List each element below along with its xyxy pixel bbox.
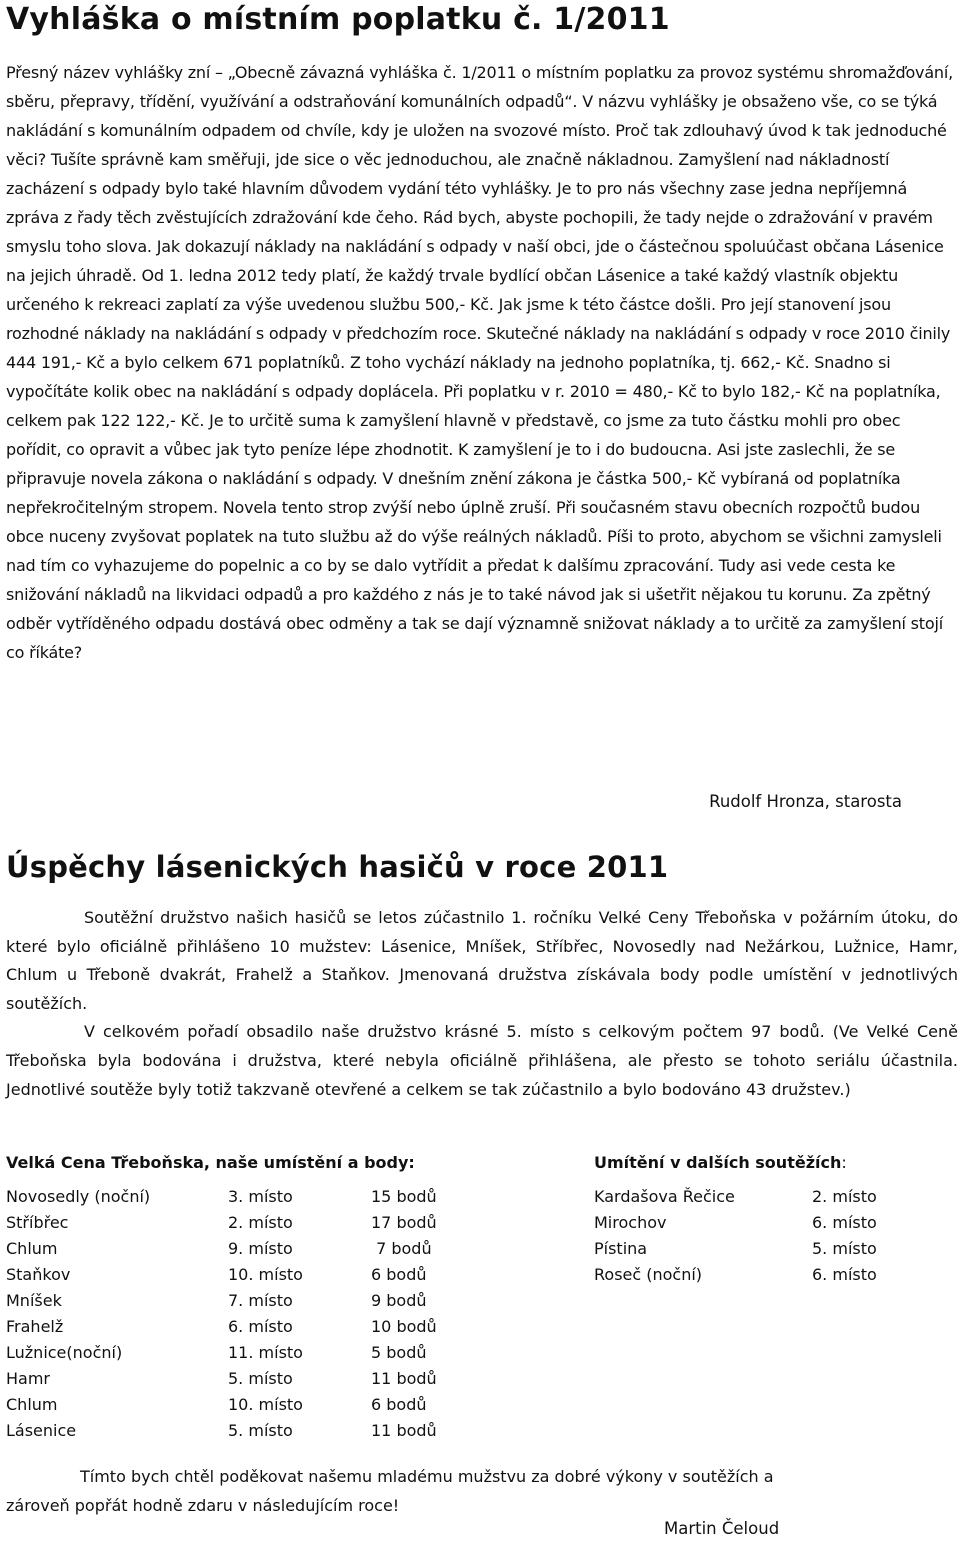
author-signature-firefighters: Martin Čeloud (664, 1519, 780, 1538)
competition-place: 6. místo (812, 1213, 877, 1232)
team-place: 5. místo (228, 1421, 293, 1440)
closing-line: zároveň popřát hodně zdaru v následujícím roce! (6, 1496, 400, 1515)
table-row (6, 1366, 471, 1392)
team-points: 6 bodů (371, 1395, 427, 1414)
table-row (6, 1340, 471, 1366)
team-place: 10. místo (228, 1265, 303, 1284)
team-points: 17 bodů (371, 1213, 437, 1232)
team-place: 9. místo (228, 1239, 293, 1258)
table-row (6, 1418, 471, 1444)
table-row (6, 1288, 471, 1314)
team-name: Lásenice (6, 1421, 77, 1440)
team-points: 9 bodů (371, 1291, 427, 1310)
team-points: 15 bodů (371, 1187, 437, 1206)
team-points: 11 bodů (371, 1421, 437, 1440)
table-row (594, 1236, 912, 1262)
team-name: Staňkov (6, 1265, 71, 1284)
team-name: Chlum (6, 1395, 58, 1414)
table-row (6, 1392, 471, 1418)
team-place: 2. místo (228, 1213, 293, 1232)
team-name: Novosedly (noční) (6, 1187, 151, 1206)
other-results-heading-text: Umítění v dalších soutěžích (594, 1153, 842, 1172)
results-table-other-competitions (594, 1184, 912, 1288)
team-points: 5 bodů (371, 1343, 427, 1362)
table-row (6, 1262, 471, 1288)
team-points: 11 bodů (371, 1369, 437, 1388)
competition-place: 5. místo (812, 1239, 877, 1258)
table-row (594, 1210, 912, 1236)
competition-name: Mirochov (594, 1213, 667, 1232)
team-points: 6 bodů (371, 1265, 427, 1284)
competition-name: Pístina (594, 1239, 648, 1258)
competition-name: Roseč (noční) (594, 1265, 703, 1284)
competition-name: Kardašova Řečice (594, 1187, 735, 1206)
results-table-grand-prix (6, 1184, 471, 1444)
article-paragraph: Přesný název vyhlášky zní – „Obecně závazná vyhláška č. 1/2011 o místním poplatku za provoz systému shromažďování, sběru, přepravy, třídění, využívání a odstraňování komunálních odpadů“. V názvu vyhlášky je obsaženo vše, co se týká nakládání s komunálním odpadem od chvíle, kdy je uložen na svozové místo. Proč tak zdlouhavý úvod k tak jednoduché věci? Tušíte správně kam směřuji, jde sice o věc jednoduchou, ale značně nákladnou. Zamyšlení nad nákladností zacházení s odpady bylo také hlavním důvodem vydání této vyhlášky. Je to pro nás všechny zase jedna nepříjemná zpráva z řady těch zvěstujících zdražování kde čeho. Rád bych, abyste pochopili, že tady nejde o zdražování v pravém smyslu toho slova. Jak dokazují náklady na nakládání s odpady v naší obci, jde o částečnou spoluúčast občana Lásenice na jejich úhradě. Od 1. ledna 2012 tedy platí, že každý trvale bydlící občan Lásenice a také každý vlastník objektu určeného k rekreaci zaplatí za výše uvedenou službu 500,- Kč. Jak jsme k této částce došli. Pro její stanovení jsou rozhodné náklady na nakládání s odpady v předchozím roce. Skutečné náklady na nakládání s odpady v roce 2010 činily 444 191,- Kč a bylo celkem 671 poplatníků. Z toho vychází náklady na jednoho poplatníka, tj. 662,- Kč. Snadno si vypočítáte kolik obec na nakládání s odpady doplácela. Při poplatku v r. 2010 = 480,- Kč to bylo 182,- Kč na poplatníka, celkem pak 122 122,- Kč. Je to určitě suma k zamyšlení hlavně v představě, co jsme za tuto částku mohli pro obec pořídit, co opravit a vůbec jak tyto peníze lépe zhodnotit. K zamyšlení je to i do budoucna. Asi jste zaslechli, že se připravuje novela zákona o nakládání s odpady. V dnešním znění zákona je částka 500,- Kč vybíraná od poplatníka nepřekročitelným stropem. Novela tento strop zvýší nebo úplně zruší. Při současném stavu obecních rozpočtů budou obce nuceny zvyšovat poplatek na tuto službu až do výše reálných nákladů. Píši to proto, abychom se všichni zamysleli nad tím co vyhazujeme do popelnic a co by se dalo vytřídit a předat k dalšímu zpracování. Tudy asi vede cesta ke snižování nákladů na likvidaci odpadů a pro každého z nás je to také návod jak si ušetřit nějakou tu korunu. Za zpětný odběr vytříděného odpadu dostává obec odměny a tak se dají významně snižovat náklady a to určitě za zamyšlení stojí co říkáte? (6, 63, 953, 662)
article-body-firefighters (6, 904, 958, 1104)
team-place: 3. místo (228, 1187, 293, 1206)
table-row (594, 1184, 912, 1210)
team-place: 7. místo (228, 1291, 293, 1310)
article-paragraph: V celkovém pořadí obsadilo naše družstvo krásné 5. místo s celkovým počtem 97 bodů. (Ve Velké Ceně Třeboňska byla bodována i družstva, které nebyla oficiálně přihlášena, ale přesto se tohoto seriálu účastnila. Jednotlivé soutěže byly totiž takzvaně otevřené a celkem se tak zúčastnilo a bylo bodováno 43 družstev.) (6, 1022, 958, 1099)
team-name: Frahelž (6, 1317, 64, 1336)
team-place: 10. místo (228, 1395, 303, 1414)
table-row (6, 1184, 471, 1210)
article-body-fee-decree (6, 58, 958, 667)
table-row (6, 1314, 471, 1340)
team-points: 10 bodů (371, 1317, 437, 1336)
author-signature-mayor: Rudolf Hronza, starosta (709, 792, 902, 811)
team-name: Hamr (6, 1369, 50, 1388)
article-paragraph: Soutěžní družstvo našich hasičů se letos zúčastnilo 1. ročníku Velké Ceny Třeboňska v požárním útoku, do které bylo oficiálně přihlášeno 10 mužstev: Lásenice, Mníšek, Stříbřec, Novosedly nad Nežárkou, Lužnice, Hamr, Chlum u Třeboně dvakrát, Frahelž a Staňkov. Jmenovaná družstva získávala body podle umístění v jednotlivých soutěžích. (6, 908, 958, 1013)
other-results-heading-colon: : (841, 1153, 847, 1172)
table-row (6, 1236, 471, 1262)
team-place: 11. místo (228, 1343, 303, 1362)
article-title-firefighters: Úspěchy lásenických hasičů v roce 2011 (6, 850, 669, 884)
team-name: Chlum (6, 1239, 58, 1258)
competition-place: 2. místo (812, 1187, 877, 1206)
team-name: Mníšek (6, 1291, 62, 1310)
closing-line: Tímto bych chtěl poděkovat našemu mladému mužstvu za dobré výkony v soutěžích a (80, 1467, 774, 1486)
article-title-fee-decree: Vyhláška o místním poplatku č. 1/2011 (6, 2, 670, 37)
table-row (6, 1210, 471, 1236)
team-points: 7 bodů (371, 1239, 432, 1258)
other-results-heading (594, 1150, 847, 1176)
team-place: 6. místo (228, 1317, 293, 1336)
table-row (594, 1262, 912, 1288)
closing-thanks (6, 1462, 958, 1520)
team-name: Stříbřec (6, 1213, 69, 1232)
results-table-heading: Velká Cena Třeboňska, naše umístění a body: (6, 1153, 415, 1172)
team-place: 5. místo (228, 1369, 293, 1388)
competition-place: 6. místo (812, 1265, 877, 1284)
team-name: Lužnice(noční) (6, 1343, 123, 1362)
